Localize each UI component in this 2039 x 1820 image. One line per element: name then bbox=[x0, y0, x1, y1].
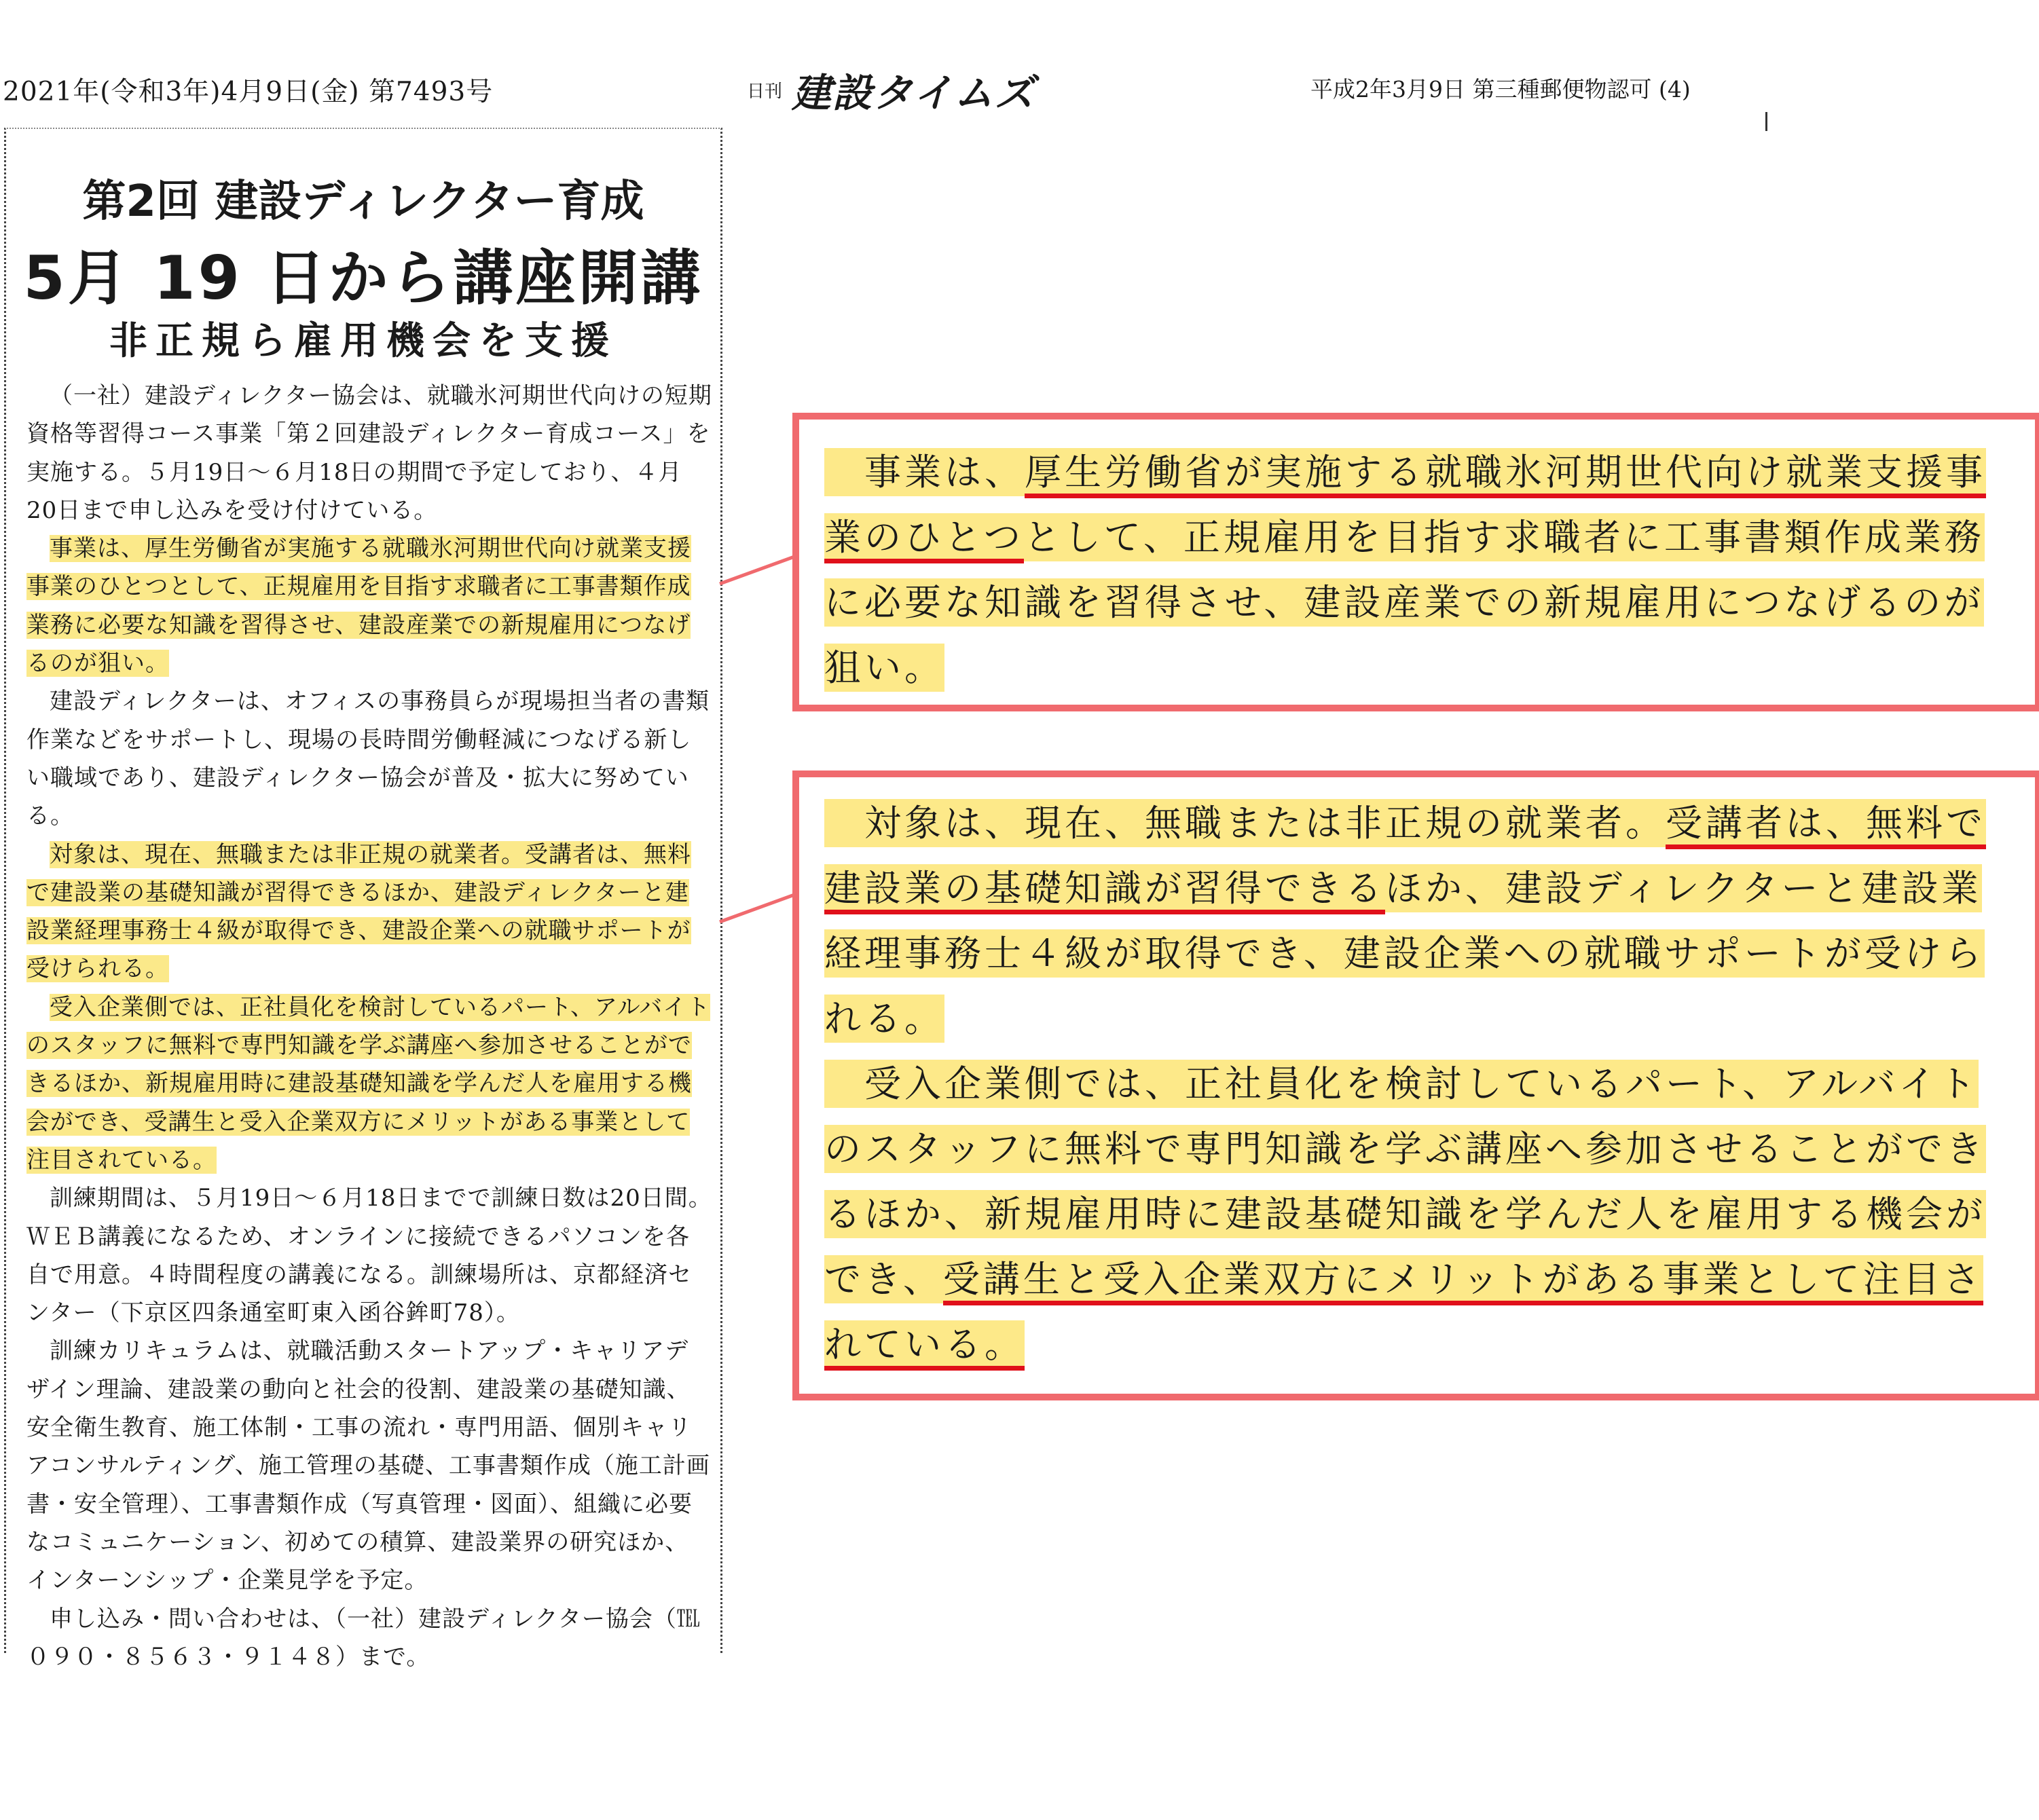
callout-highlight bbox=[824, 1060, 1986, 1369]
paper-prefix: 日刊 bbox=[747, 81, 783, 102]
underlined-text: 受講生と受入企業双方にメリットがある事業として注目されている。 bbox=[824, 1258, 1983, 1371]
callout-text-segment: ほか、建設ディレクターと建設業経理事務士４級が取得でき、建設企業への就職サポートが受けられる。 bbox=[824, 867, 1985, 1040]
callout-highlight bbox=[824, 448, 1986, 692]
highlighted-text: 対象は、現在、無職または非正規の就業者。受講者は、無料で建設業の基礎知識が習得できるほか、建設ディレクターと建設業経理事務士４級が取得でき、建設企業への就職サポートが受けられる。 bbox=[26, 840, 691, 983]
callout-text-segment: として、正規雇用を目指す求職者に工事書類作成業務に必要な知識を習得させ、建設産業での新規雇用につなげるのが狙い。 bbox=[824, 516, 1985, 689]
callout-benefits bbox=[792, 770, 2039, 1400]
pointer-1 bbox=[720, 557, 794, 611]
callout-paragraph-target bbox=[824, 791, 2008, 1052]
underlined-text: 受講者は、無料で建設業の基礎知識が習得できる bbox=[824, 802, 1986, 914]
headline-sub: 非正規ら雇用機会を支援 bbox=[109, 319, 617, 363]
postal-line: 平成2年3月9日 第三種郵便物認可 (4) bbox=[1310, 76, 1691, 103]
highlighted-text: 受入企業側では、正社員化を検討しているパート、アルバイトのスタッフに無料で専門知識を学ぶ講座へ参加させることができるほか、新規雇用時に建設基礎知識を学んだ人を雇用する機会ができ、受講生と受入企業双方にメリットがある事業として注目されている。 bbox=[26, 993, 711, 1174]
callout-benefits-text bbox=[824, 791, 2008, 1377]
highlighted-text: 事業は、厚生労働省が実施する就職氷河期世代向け就業支援事業のひとつとして、正規雇用を目指す求職者に工事書類作成業務に必要な知識を習得させ、建設産業での新規雇用につなげるのが狙い。 bbox=[26, 535, 691, 677]
pointer-2 bbox=[720, 895, 794, 949]
callout-text-segment: 事業は、 bbox=[864, 451, 1025, 494]
date-line: 2021年(令和3年)4月9日(金) 第7493号 bbox=[3, 77, 494, 107]
paragraph-intro: （一社）建設ディレクター協会は、就職氷河期世代向けの短期資格等習得コース事業「第２回建設ディレクター育成コース」を実施する。５月19日～６月18日の期間で予定しており、４月20日まで申し込みを受け付けている。 bbox=[26, 382, 712, 524]
paragraph-period: 訓練期間は、５月19日～６月18日までで訓練日数は20日間。ＷＥＢ講義になるため、オンラインに接続できるパソコンを各自で用意。４時間程度の講義になる。訓練場所は、京都経済センター（下京区四条通室町東入函谷鉾町78）。 bbox=[26, 1185, 712, 1327]
callout-purpose-text bbox=[824, 440, 2008, 701]
callout-text-segment: 受入企業側では、正社員化を検討しているパート、アルバイトのスタッフに無料で専門知識を学ぶ講座へ参加させることができるほか、新規雇用時に建設基礎知識を学んだ人を雇用する機会ができ、 bbox=[824, 1062, 1986, 1301]
callout-paragraph-employers bbox=[824, 1052, 2008, 1377]
headline-kicker: 第2回 建設ディレクター育成 bbox=[82, 177, 644, 227]
paper-name: 建設タイムズ bbox=[792, 70, 1035, 116]
callout-highlight bbox=[824, 799, 1986, 1043]
callout-text-segment: 対象は、現在、無職または非正規の就業者。 bbox=[864, 802, 1666, 844]
paragraph-contact: 申し込み・問い合わせは、（一社）建設ディレクター協会（℡０９０・８５６３・９１４８）まで。 bbox=[26, 1605, 701, 1671]
paragraph-curriculum: 訓練カリキュラムは、就職活動スタートアップ・キャリアデザイン理論、建設業の動向と社会的役割、建設業の基礎知識、安全衛生教育、施工体制・工事の流れ・専門用語、個別キャリアコンサルティング、施工管理の基礎、工事書類作成（施工計画書・安全管理）、工事書類作成（写真管理・図面）、組織に必要なコミュニケーション、初めての積算、建設業界の研究ほか、インターンシップ・企業見学を予定。 bbox=[26, 1337, 710, 1595]
paragraph-director: 建設ディレクターは、オフィスの事務員らが現場担当者の書類作業などをサポートし、現場の長時間労働軽減につなげる新しい職域であり、建設ディレクター協会が普及・拡大に努めている。 bbox=[26, 688, 710, 830]
callout-purpose bbox=[792, 413, 2039, 711]
headline-main: 5月 19 日から講座開講 bbox=[23, 243, 703, 313]
underlined-text: 厚生労働省が実施する就職氷河期世代向け就業支援事業のひとつ bbox=[824, 451, 1986, 563]
